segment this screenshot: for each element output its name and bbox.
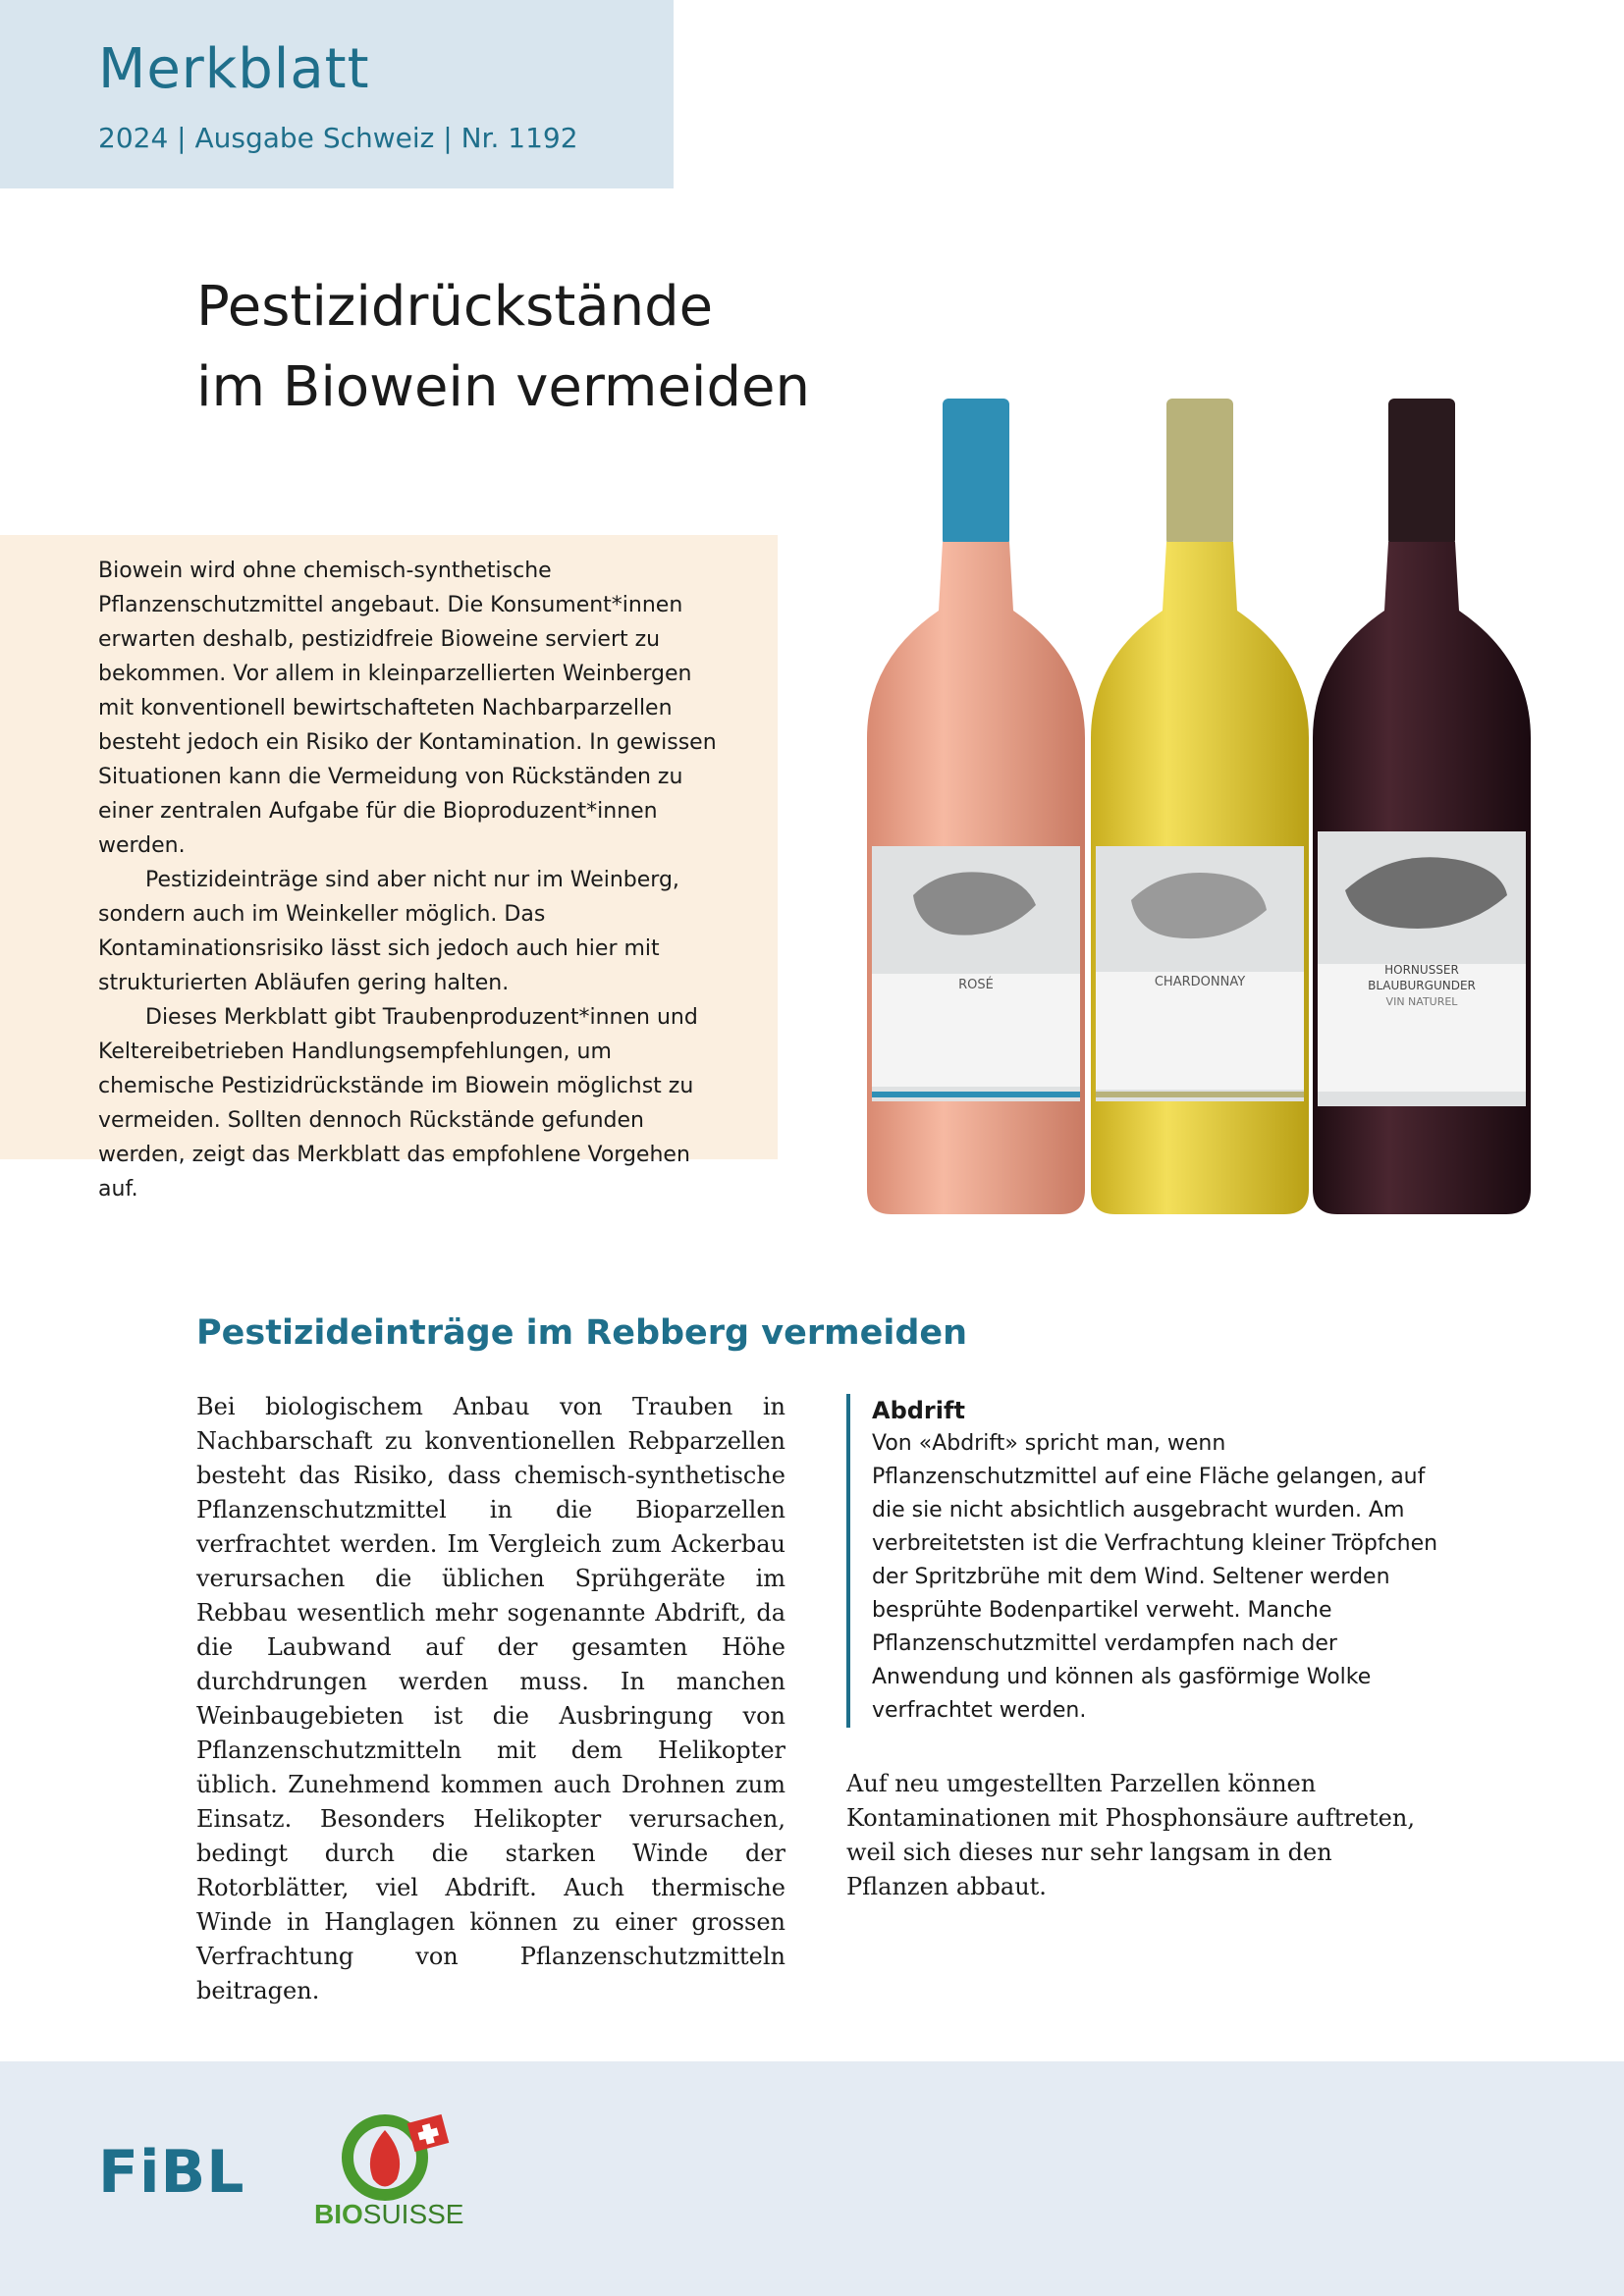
intro-paragraph-1: Biowein wird ohne chemisch-synthetische Pflanzenschutzmittel angebaut. Die Konsument*innen erwarten deshalb, pestizidfreie Bioweine serviert zu bekommen. Vor allem in kleinparzellierten Weinbergen mit konventionell bewirtschafteten Nachbarparzellen besteht jedoch ein Risiko der Kontamination. In gewissen Situationen kann die Vermeidung von Rückständen zu einer zentralen Aufgabe für die Bioproduzent*innen werden. xyxy=(98,559,717,858)
section-left-column xyxy=(196,1390,785,2008)
biosuisse-wordmark xyxy=(314,2199,463,2230)
rose-bottle xyxy=(867,399,1085,1214)
rose-label-text: ROSÉ xyxy=(958,978,994,992)
section-left-paragraph: Bei biologischem Anbau von Trauben in Nachbarschaft zu konventionellen Rebparzellen besteht das Risiko, dass chemisch-synthetische Pflanzenschutzmittel in die Bioparzellen verfrachtet werden. Im Vergleich zum Ackerbau verursachen die üblichen Sprühgeräte im Rebbau wesentlich mehr sogenannte Abdrift, da die Laubwand auf der gesamten Höhe durchdrungen werden muss. In manchen Weinbaugebieten ist die Ausbringung von Pflanzenschutzmitteln mit dem Helikopter üblich. Zunehmend kommen auch Drohnen zum Einsatz. Besonders Helikopter verursachen, bedingt durch die starken Winde der Rotorblätter, viel Abdrift. Auch thermische Winde in Hanglagen können zu einer grossen Verfrachtung von Pflanzenschutzmitteln beitragen. xyxy=(196,1393,785,2004)
red-label-line-1: HORNUSSER xyxy=(1384,963,1459,977)
document-type-title: Merkblatt xyxy=(98,37,370,101)
page-title xyxy=(196,267,810,428)
section-heading: Pestizideinträge im Rebberg vermeiden xyxy=(196,1313,968,1353)
infobox-text: Von «Abdrift» spricht man, wenn Pflanzenschutzmittel auf eine Fläche gelangen, auf die sie nicht absichtlich ausgebracht wurden. Am verbreitetsten ist die Verfrachtung kleiner Tröpfchen der Spritzbrühe mit dem Wind. Seltener werden besprühte Bodenpartikel verweht. Manche Pflanzenschutzmittel verdampfen nach der Anwendung und können als gasförmige Wolke verfrachtet werden. xyxy=(872,1431,1438,1723)
edition-info: 2024 | Ausgabe Schweiz | Nr. 1192 xyxy=(98,122,578,154)
page-title-line-1: Pestizidrückstände xyxy=(196,275,714,339)
intro-paragraph-3: Dieses Merkblatt gibt Traubenproduzent*innen und Keltereibetrieben Handlungsempfehlungen, um chemische Pestizidrückstände im Biowein möglichst zu vermeiden. Sollten dennoch Rückstände gefunden werden, zeigt das Merkblatt das empfohlene Vorgehen auf. xyxy=(98,1005,698,1201)
abdrift-infobox xyxy=(846,1394,1451,1728)
biosuisse-bio: BIO xyxy=(314,2199,363,2229)
intro-text xyxy=(98,554,727,1206)
page-title-line-2: im Biowein vermeiden xyxy=(196,355,810,419)
chardonnay-bottle xyxy=(1091,399,1309,1214)
wine-bottles-photo xyxy=(864,385,1532,1229)
red-bottle xyxy=(1313,399,1531,1214)
biosuisse-suisse: SUISSE xyxy=(362,2199,464,2229)
intro-paragraph-2: Pestizideinträge sind aber nicht nur im Weinberg, sondern auch im Weinkeller möglich. Das Kontaminationsrisiko lässt sich jedoch auch hier mit strukturierten Abläufen gering halten. xyxy=(98,868,679,995)
fibl-logo: FiBL xyxy=(98,2138,245,2207)
red-label-line-2: BLAUBURGUNDER xyxy=(1368,979,1476,992)
chardonnay-label-text: CHARDONNAY xyxy=(1154,975,1246,989)
infobox-title: Abdrift xyxy=(872,1397,965,1424)
section-right-paragraph: Auf neu umgestellten Parzellen können Kontaminationen mit Phosphonsäure auftreten, weil sich dieses nur sehr langsam in den Pflanzen abbaut. xyxy=(846,1770,1415,1900)
red-label-line-3: VIN NATUREL xyxy=(1385,995,1458,1008)
